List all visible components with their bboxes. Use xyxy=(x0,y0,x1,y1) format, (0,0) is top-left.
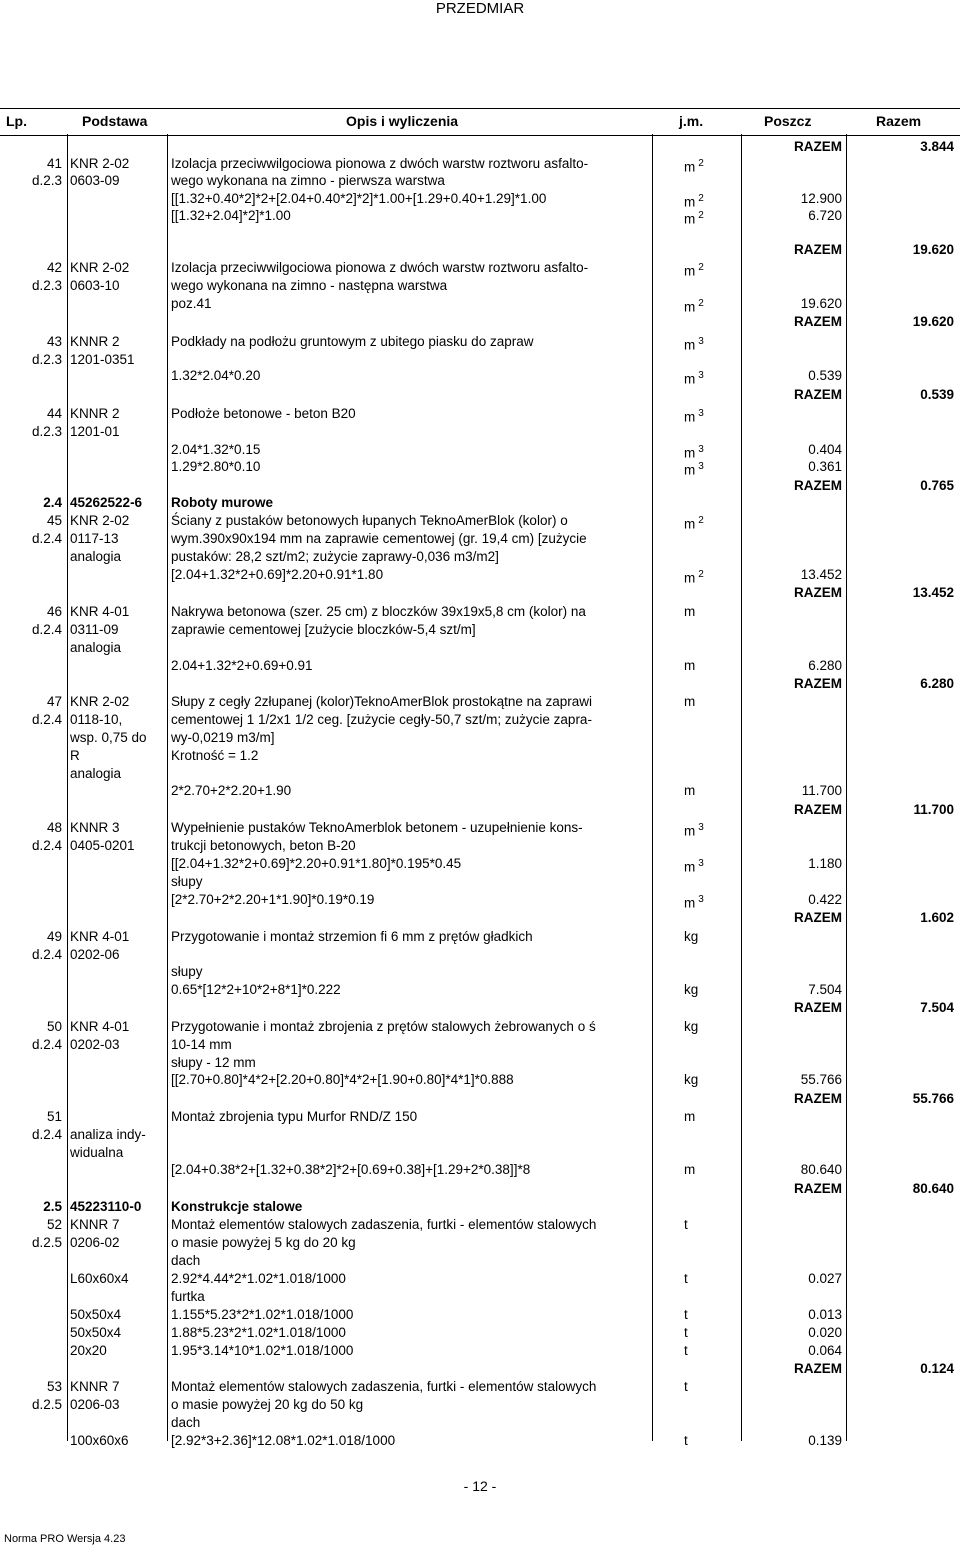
razem-value: 13.452 xyxy=(912,585,954,600)
razem-value: 80.640 xyxy=(912,1181,954,1196)
row-opis: pustaków: 28,2 szt/m2; zużycie zaprawy-0,036 m3/m2] xyxy=(171,549,499,564)
row-opis: [[2.04+1.32*2+0.69]*2.20+0.91*1.80]*0.195*0.45 xyxy=(171,856,462,871)
row-jm: m xyxy=(684,694,696,709)
razem-label: RAZEM xyxy=(794,139,842,154)
row-podstawa: 50x50x4 xyxy=(70,1325,122,1340)
row-opis: Konstrukcje stalowe xyxy=(171,1199,303,1214)
row-opis: 1.95*3.14*10*1.02*1.018/1000 xyxy=(171,1343,354,1358)
row-lp: d.2.4 xyxy=(31,1037,62,1052)
row-jm: kg xyxy=(684,982,699,997)
razem-value: 1.602 xyxy=(920,910,954,925)
row-lp: 45 xyxy=(46,513,62,528)
row-lp: 47 xyxy=(46,694,62,709)
row-opis: 0.65*[12*2+10*2+8*1]*0.222 xyxy=(171,982,341,997)
header-poszcz: Poszcz xyxy=(764,113,812,129)
row-jm: kg xyxy=(684,1019,699,1034)
row-lp: d.2.4 xyxy=(31,712,62,727)
row-jm: m xyxy=(684,1109,696,1124)
razem-label: RAZEM xyxy=(794,242,842,257)
row-opis: 2.04*1.32*0.15 xyxy=(171,442,261,457)
row-opis: Montaż elementów stalowych zadaszenia, furtki - elementów stalowych xyxy=(171,1379,597,1394)
row-podstawa: 0405-0201 xyxy=(70,838,135,853)
header-opis: Opis i wyliczenia xyxy=(346,113,459,129)
row-opis: o masie powyżej 20 kg do 50 kg xyxy=(171,1397,364,1412)
row-podstawa: 0206-03 xyxy=(70,1397,120,1412)
row-opis: [[1.32+2.04]*2]*1.00 xyxy=(171,208,291,223)
razem-value: 19.620 xyxy=(912,242,954,257)
row-opis: 2.04+1.32*2+0.69+0.91 xyxy=(171,658,313,673)
row-poszcz: 0.139 xyxy=(808,1433,842,1448)
razem-value: 0.539 xyxy=(920,387,954,402)
row-lp: d.2.3 xyxy=(31,352,62,367)
row-jm: t xyxy=(684,1379,688,1394)
row-jm: m $^3$ xyxy=(684,461,704,478)
razem-label: RAZEM xyxy=(794,802,842,817)
row-poszcz: 0.404 xyxy=(808,442,842,457)
table-header xyxy=(0,108,960,136)
row-podstawa: 0311-09 xyxy=(70,622,119,637)
row-podstawa: 0202-03 xyxy=(70,1037,120,1052)
column-divider xyxy=(67,134,68,1441)
row-lp: 44 xyxy=(46,406,62,421)
razem-value: 7.504 xyxy=(920,1000,954,1015)
row-lp: d.2.5 xyxy=(31,1235,62,1250)
row-jm: m $^2$ xyxy=(684,158,704,175)
row-jm: m $^3$ xyxy=(684,370,704,387)
row-podstawa: KNR 2-02 xyxy=(70,513,130,528)
row-podstawa: KNNR 7 xyxy=(70,1379,120,1394)
row-opis: o masie powyżej 5 kg do 20 kg xyxy=(171,1235,356,1250)
page-number: - 12 - xyxy=(463,1478,497,1494)
row-podstawa: 0603-09 xyxy=(70,173,120,188)
row-podstawa: KNR 4-01 xyxy=(70,929,130,944)
row-podstawa: 0206-02 xyxy=(70,1235,120,1250)
row-lp: 43 xyxy=(46,334,62,349)
razem-label: RAZEM xyxy=(794,387,842,402)
row-lp: d.2.4 xyxy=(31,947,62,962)
row-jm: t xyxy=(684,1271,688,1286)
row-lp: 51 xyxy=(46,1109,62,1124)
row-opis: poz.41 xyxy=(171,296,212,311)
row-opis: Izolacja przeciwwilgociowa pionowa z dwóch warstw roztworu asfalto- xyxy=(171,156,589,171)
row-lp: 41 xyxy=(46,156,62,171)
row-opis: zaprawie cementowej [zużycie bloczków-5,4 szt/m] xyxy=(171,622,476,637)
row-poszcz: 0.422 xyxy=(808,892,842,907)
row-lp: 2.5 xyxy=(43,1199,62,1214)
row-podstawa: L60x60x4 xyxy=(70,1271,129,1286)
row-jm: m $^3$ xyxy=(684,336,704,353)
row-opis: Roboty murowe xyxy=(171,495,274,510)
row-opis: 10-14 mm xyxy=(171,1037,232,1052)
row-podstawa: KNNR 2 xyxy=(70,334,120,349)
row-opis: [2.92*3+2.36]*12.08*1.02*1.018/1000 xyxy=(171,1433,396,1448)
razem-label: RAZEM xyxy=(794,478,842,493)
row-poszcz: 80.640 xyxy=(800,1162,842,1177)
row-jm: m $^2$ xyxy=(684,210,704,227)
header-jm: j.m. xyxy=(679,113,704,129)
row-lp: 52 xyxy=(46,1217,62,1232)
row-opis: 1.88*5.23*2*1.02*1.018/1000 xyxy=(171,1325,346,1340)
row-poszcz: 0.020 xyxy=(808,1325,842,1340)
row-lp: d.2.4 xyxy=(31,622,62,637)
razem-label: RAZEM xyxy=(794,1091,842,1106)
row-podstawa: 0118-10, xyxy=(70,712,123,727)
row-poszcz: 0.013 xyxy=(808,1307,842,1322)
row-opis: 2*2.70+2*2.20+1.90 xyxy=(171,783,292,798)
row-opis: [[2.70+0.80]*4*2+[2.20+0.80]*4*2+[1.90+0.80]*4*1]*0.888 xyxy=(171,1072,514,1087)
row-poszcz: 0.539 xyxy=(808,368,842,383)
row-podstawa: KNR 2-02 xyxy=(70,260,130,275)
row-opis: 1.155*5.23*2*1.02*1.018/1000 xyxy=(171,1307,354,1322)
row-opis: słupy xyxy=(171,874,203,889)
row-opis: Podłoże betonowe - beton B20 xyxy=(171,406,356,421)
row-lp: 2.4 xyxy=(43,495,62,510)
row-jm: t xyxy=(684,1433,688,1448)
row-opis: dach xyxy=(171,1253,201,1268)
row-poszcz: 13.452 xyxy=(800,567,842,582)
row-opis: Słupy z cegły 2złupanej (kolor)TeknoAmerBlok prostokątne na zaprawi xyxy=(171,694,592,709)
column-divider xyxy=(741,134,742,1441)
row-podstawa: 100x60x6 xyxy=(70,1433,129,1448)
row-podstawa: 1201-0351 xyxy=(70,352,135,367)
row-opis: Krotność = 1.2 xyxy=(171,748,259,763)
row-opis: Nakrywa betonowa (szer. 25 cm) z bloczków 39x19x5,8 cm (kolor) na xyxy=(171,604,586,619)
row-poszcz: 7.504 xyxy=(808,982,842,997)
row-opis: wego wykonana na zimno - pierwsza warstwa xyxy=(171,173,445,188)
razem-label: RAZEM xyxy=(794,910,842,925)
razem-label: RAZEM xyxy=(794,1000,842,1015)
razem-label: RAZEM xyxy=(794,1181,842,1196)
row-podstawa: analogia xyxy=(70,549,122,564)
row-opis: dach xyxy=(171,1415,201,1430)
razem-value: 3.844 xyxy=(920,139,954,154)
row-podstawa: KNNR 2 xyxy=(70,406,120,421)
row-jm: m xyxy=(684,658,696,673)
row-jm: m $^3$ xyxy=(684,822,704,839)
row-jm: m xyxy=(684,1162,696,1177)
razem-value: 0.765 xyxy=(920,478,954,493)
row-poszcz: 1.180 xyxy=(808,856,842,871)
row-podstawa: 1201-01 xyxy=(70,424,120,439)
row-lp: d.2.5 xyxy=(31,1397,62,1412)
row-podstawa: R xyxy=(70,748,80,763)
row-opis: Montaż elementów stalowych zadaszenia, furtki - elementów stalowych xyxy=(171,1217,597,1232)
row-opis: 1.29*2.80*0.10 xyxy=(171,459,261,474)
header-lp: Lp. xyxy=(6,113,27,129)
row-podstawa: analiza indy- xyxy=(70,1127,146,1142)
row-podstawa: KNNR 7 xyxy=(70,1217,120,1232)
row-poszcz: 0.361 xyxy=(808,459,842,474)
row-opis: Wypełnienie pustaków TeknoAmerblok betonem - uzupełnienie kons- xyxy=(171,820,583,835)
column-divider xyxy=(846,134,847,1441)
page-title: PRZEDMIAR xyxy=(435,0,525,17)
row-podstawa: 50x50x4 xyxy=(70,1307,122,1322)
row-opis: trukcji betonowych, beton B-20 xyxy=(171,838,356,853)
row-opis: Przygotowanie i montaż zbrojenia z prętów stalowych żebrowanych o ś xyxy=(171,1019,596,1034)
row-jm: m $^3$ xyxy=(684,858,704,875)
row-lp: d.2.3 xyxy=(31,278,62,293)
column-divider xyxy=(652,134,653,1441)
software-version: Norma PRO Wersja 4.23 xyxy=(4,1533,126,1545)
razem-label: RAZEM xyxy=(794,1361,842,1376)
row-lp: d.2.3 xyxy=(31,424,62,439)
row-opis: Podkłady na podłożu gruntowym z ubitego piasku do zapraw xyxy=(171,334,534,349)
row-jm: kg xyxy=(684,929,699,944)
row-opis: 2.92*4.44*2*1.02*1.018/1000 xyxy=(171,1271,346,1286)
row-opis: wym.390x90x194 mm na zaprawie cementowej (gr. 19,4 cm) [zużycie xyxy=(171,531,587,546)
row-poszcz: 6.280 xyxy=(808,658,842,673)
row-jm: m $^2$ xyxy=(684,298,704,315)
row-opis: Montaż zbrojenia typu Murfor RND/Z 150 xyxy=(171,1109,418,1124)
razem-value: 19.620 xyxy=(912,314,954,329)
header-razem: Razem xyxy=(876,113,922,129)
row-podstawa: wsp. 0,75 do xyxy=(70,730,147,745)
row-lp: d.2.4 xyxy=(31,531,62,546)
row-jm: t xyxy=(684,1217,688,1232)
row-poszcz: 0.064 xyxy=(808,1343,842,1358)
row-jm: m $^3$ xyxy=(684,408,704,425)
row-opis: furtka xyxy=(171,1289,205,1304)
row-podstawa: KNNR 3 xyxy=(70,820,120,835)
row-jm: m $^3$ xyxy=(684,444,704,461)
row-podstawa: 45223110-0 xyxy=(70,1199,142,1214)
row-opis: cementowej 1 1/2x1 1/2 ceg. [zużycie cegły-50,7 szt/m; zużycie zapra- xyxy=(171,712,592,727)
row-lp: 49 xyxy=(46,929,62,944)
razem-value: 11.700 xyxy=(913,802,954,817)
row-jm: kg xyxy=(684,1072,699,1087)
header-podstawa: Podstawa xyxy=(82,113,148,129)
row-poszcz: 12.900 xyxy=(800,191,842,206)
row-lp: 48 xyxy=(46,820,62,835)
row-jm: t xyxy=(684,1307,688,1322)
row-podstawa: 0202-06 xyxy=(70,947,120,962)
row-podstawa: 45262522-6 xyxy=(70,495,143,510)
row-podstawa: 0603-10 xyxy=(70,278,120,293)
row-podstawa: KNR 2-02 xyxy=(70,694,130,709)
razem-value: 6.280 xyxy=(920,676,954,691)
row-lp: 46 xyxy=(46,604,62,619)
row-jm: t xyxy=(684,1343,688,1358)
row-podstawa: widualna xyxy=(70,1145,124,1160)
row-opis: Przygotowanie i montaż strzemion fi 6 mm z prętów gładkich xyxy=(171,929,533,944)
row-opis: wy-0,0219 m3/m] xyxy=(171,730,275,745)
row-lp: d.2.4 xyxy=(31,838,62,853)
row-podstawa: 0117-13 xyxy=(70,531,119,546)
row-opis: słupy xyxy=(171,964,203,979)
razem-label: RAZEM xyxy=(794,314,842,329)
row-opis: wego wykonana na zimno - następna warstwa xyxy=(171,278,448,293)
row-poszcz: 19.620 xyxy=(800,296,842,311)
row-jm: m $^2$ xyxy=(684,515,704,532)
row-podstawa: analogia xyxy=(70,766,122,781)
row-lp: d.2.3 xyxy=(31,173,62,188)
row-poszcz: 11.700 xyxy=(801,783,842,798)
column-divider xyxy=(167,134,168,1441)
row-jm: m $^2$ xyxy=(684,569,704,586)
razem-label: RAZEM xyxy=(794,585,842,600)
row-jm: m $^2$ xyxy=(684,193,704,210)
row-lp: 50 xyxy=(46,1019,62,1034)
row-opis: [2.04+1.32*2+0.69]*2.20+0.91*1.80 xyxy=(171,567,384,582)
razem-value: 0.124 xyxy=(920,1361,954,1376)
row-opis: [2.04+0.38*2+[1.32+0.38*2]*2+[0.69+0.38]+[1.29+2*0.38]]*8 xyxy=(171,1162,531,1177)
row-poszcz: 0.027 xyxy=(808,1271,842,1286)
razem-value: 55.766 xyxy=(912,1091,954,1106)
row-podstawa: KNR 4-01 xyxy=(70,604,130,619)
row-opis: [2*2.70+2*2.20+1*1.90]*0.19*0.19 xyxy=(171,892,375,907)
row-lp: 53 xyxy=(46,1379,62,1394)
row-lp: d.2.4 xyxy=(31,1127,62,1142)
row-jm: m $^2$ xyxy=(684,262,704,279)
row-podstawa: KNR 4-01 xyxy=(70,1019,130,1034)
row-opis: Izolacja przeciwwilgociowa pionowa z dwóch warstw roztworu asfalto- xyxy=(171,260,589,275)
row-opis: słupy - 12 mm xyxy=(171,1055,256,1070)
row-poszcz: 6.720 xyxy=(808,208,842,223)
row-podstawa: analogia xyxy=(70,640,122,655)
row-podstawa: KNR 2-02 xyxy=(70,156,130,171)
row-poszcz: 55.766 xyxy=(800,1072,842,1087)
row-jm: m $^3$ xyxy=(684,894,704,911)
row-jm: m xyxy=(684,783,696,798)
row-opis: Ściany z pustaków betonowych łupanych TeknoAmerBlok (kolor) o xyxy=(171,513,568,528)
row-opis: 1.32*2.04*0.20 xyxy=(171,368,261,383)
row-jm: m xyxy=(684,604,696,619)
razem-label: RAZEM xyxy=(794,676,842,691)
row-lp: 42 xyxy=(46,260,62,275)
row-opis: [[1.32+0.40*2]*2+[2.04+0.40*2]*2]*1.00+[1.29+0.40+1.29]*1.00 xyxy=(171,191,547,206)
row-jm: t xyxy=(684,1325,688,1340)
row-podstawa: 20x20 xyxy=(70,1343,107,1358)
